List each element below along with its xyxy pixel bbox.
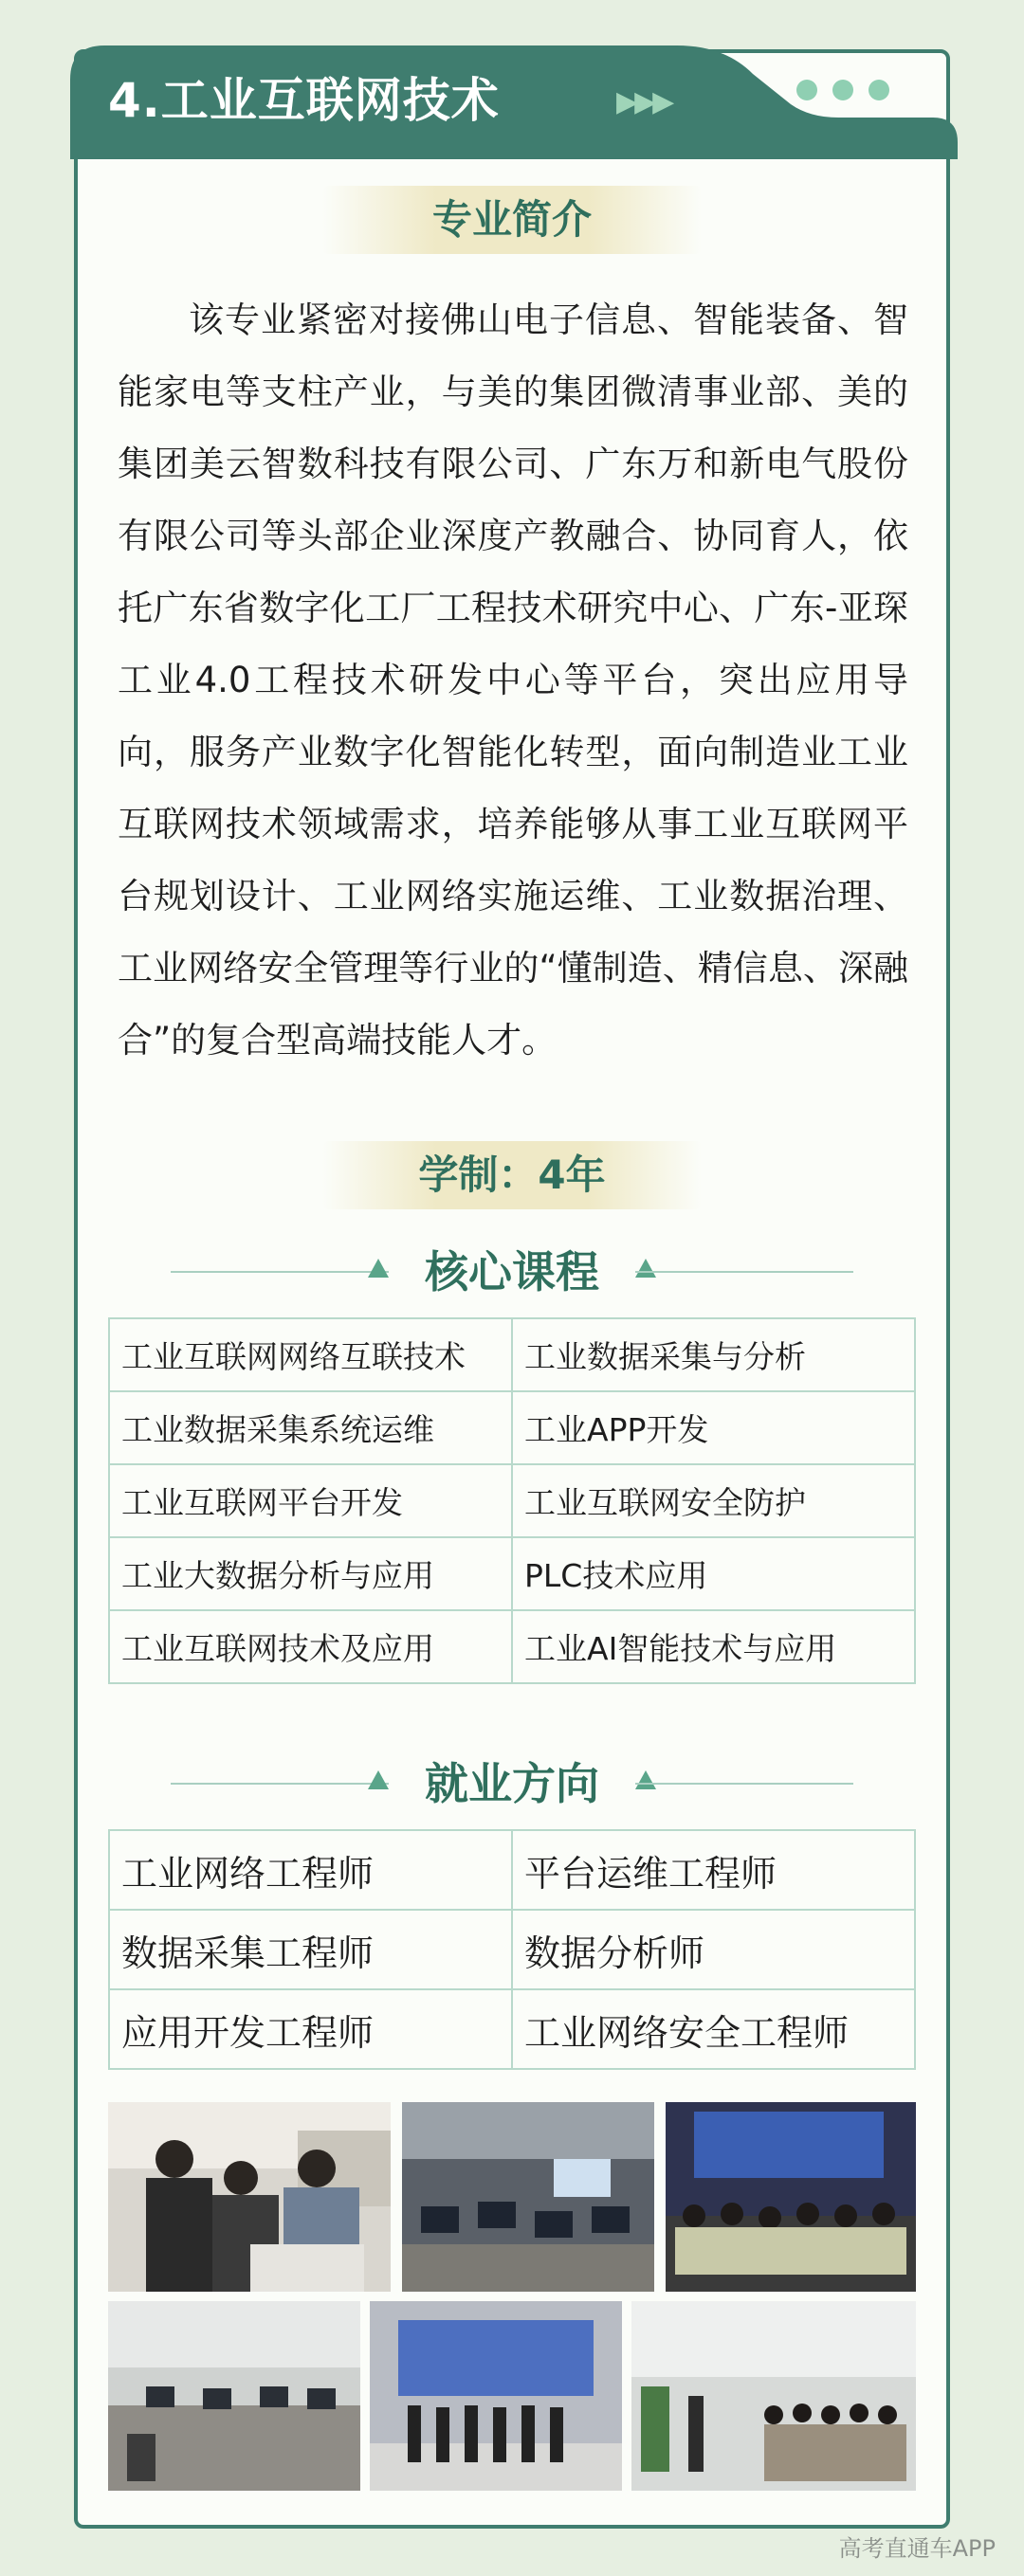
course-cell: 工业互联网技术及应用 <box>109 1610 512 1683</box>
arrows-icon: ▶▶▶ <box>616 85 671 118</box>
watermark: 高考直通车APP <box>838 2535 996 2562</box>
triangle-icon <box>635 1259 656 1278</box>
photo-gallery <box>108 2102 916 2491</box>
course-cell: 工业APP开发 <box>512 1391 915 1464</box>
jobs-table <box>108 1829 916 2070</box>
intro-text: 该专业紧密对接佛山电子信息、智能装备、智能家电等支柱产业，与美的集团微清事业部、美的集团美云智数科技有限公司、广东万和新电气股份有限公司等头部企业深度产教融合、协同育人，依托广东省数字化工厂工程技术研究中心、广东-亚琛工业4.0工程技术研发中心等平台，突出应用导向，服务产业数字化智能化转型，面向制造业工业互联网技术领域需求，培养能够从事工业互联网平台规划设计、工业网络实施运维、工业数据治理、工业网络安全管理等行业的“懂制造、精信息、深融合”的复合型高端技能人才。 <box>118 299 908 1061</box>
photo-computer-lab <box>402 2102 654 2292</box>
job-cell: 工业网络工程师 <box>109 1830 512 1910</box>
photo-group-screen <box>666 2102 916 2292</box>
job-cell: 平台运维工程师 <box>512 1830 915 1910</box>
table-row <box>109 1910 915 1989</box>
duration-label: 学制：4年 <box>322 1141 702 1209</box>
job-cell: 数据采集工程师 <box>109 1910 512 1989</box>
table-row <box>109 1830 915 1910</box>
table-row <box>109 1318 915 1391</box>
courses-section-heading <box>171 1243 853 1300</box>
intro-heading: 专业简介 <box>322 186 702 254</box>
table-row <box>109 1610 915 1683</box>
course-cell: 工业互联网网络互联技术 <box>109 1318 512 1391</box>
course-cell: 工业互联网平台开发 <box>109 1464 512 1537</box>
dots-icon <box>796 80 905 104</box>
course-cell: 工业数据采集系统运维 <box>109 1391 512 1464</box>
courses-heading: 核心课程 <box>425 1246 599 1297</box>
intro-paragraph <box>118 284 908 1077</box>
job-cell: 数据分析师 <box>512 1910 915 1989</box>
page-title: 4.工业互联网技术 <box>108 73 500 128</box>
jobs-section-heading <box>171 1755 853 1812</box>
courses-table <box>108 1317 916 1684</box>
course-cell: PLC技术应用 <box>512 1537 915 1610</box>
course-cell: 工业AI智能技术与应用 <box>512 1610 915 1683</box>
table-row <box>109 1391 915 1464</box>
photo-office-lab <box>108 2301 360 2491</box>
header-tab <box>70 45 958 159</box>
table-row <box>109 1464 915 1537</box>
course-cell: 工业数据采集与分析 <box>512 1318 915 1391</box>
table-row <box>109 1537 915 1610</box>
photo-visitors-display <box>370 2301 622 2491</box>
course-cell: 工业互联网安全防护 <box>512 1464 915 1537</box>
job-cell: 工业网络安全工程师 <box>512 1989 915 2069</box>
course-cell: 工业大数据分析与应用 <box>109 1537 512 1610</box>
job-cell: 应用开发工程师 <box>109 1989 512 2069</box>
jobs-heading: 就业方向 <box>425 1758 599 1809</box>
photo-students-hall <box>631 2301 916 2491</box>
table-row <box>109 1989 915 2069</box>
photo-students-workstation <box>108 2102 391 2292</box>
triangle-icon <box>635 1770 656 1789</box>
